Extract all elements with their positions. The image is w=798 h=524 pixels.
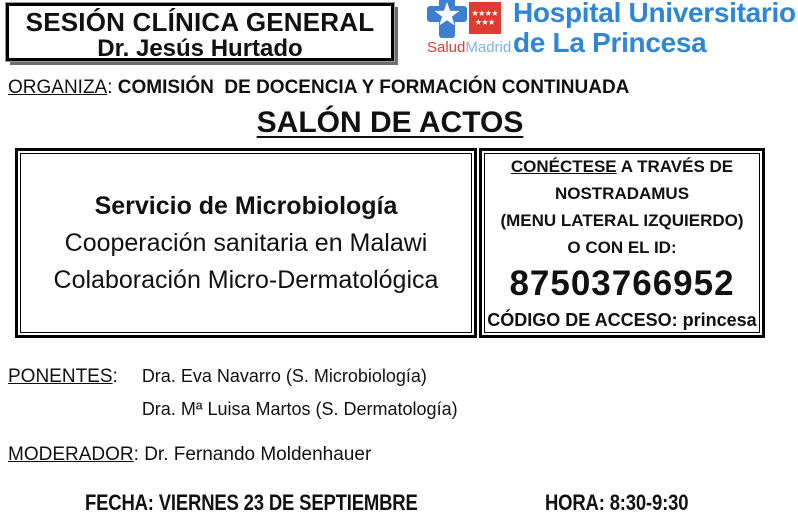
- service-line3: Colaboración Micro-Dermatológica: [53, 265, 439, 294]
- speakers-section: [8, 360, 458, 426]
- hospital-logo: [427, 0, 796, 58]
- moderator-name: Dr. Fernando Moldenhauer: [144, 444, 372, 465]
- madrid-flag-icon: [469, 2, 501, 34]
- access-code-label: CÓDIGO DE ACCESO:: [487, 309, 683, 330]
- hospital-name: [513, 0, 796, 58]
- session-title-box: [6, 3, 394, 61]
- saludmadrid-wordmark: [427, 39, 512, 57]
- saludmadrid-cross-icon: [427, 0, 467, 38]
- logo-icons: [427, 0, 505, 38]
- saludmadrid-logo: [427, 0, 512, 57]
- session-info-box: [15, 148, 765, 338]
- date-line: FECHA: VIERNES 23 DE SEPTIEMBRE: [85, 490, 418, 515]
- service-cell: [15, 148, 477, 338]
- service-title: Servicio de Microbiología: [94, 191, 398, 220]
- time-line: HORA: 8:30-9:30: [545, 490, 689, 515]
- organiza-label: ORGANIZA: [8, 77, 108, 98]
- speaker-item: Dra. Eva Navarro (S. Microbiología): [141, 366, 427, 386]
- session-speaker-name: Dr. Jesús Hurtado: [97, 35, 303, 62]
- connect-word: CONÉCTESE: [510, 156, 617, 176]
- speakers-label: PONENTES:: [8, 366, 118, 387]
- speakers-list: [142, 360, 458, 426]
- moderator-separator: :: [133, 444, 145, 465]
- access-code-value: princesa: [682, 309, 757, 330]
- organiza-line: [8, 77, 629, 99]
- session-id: 87503766952: [509, 263, 735, 303]
- organiza-value: COMISIÓN DE DOCENCIA Y FORMACIÓN CONTINUADA: [117, 77, 630, 98]
- moderator-label: MODERADOR: [8, 444, 134, 465]
- venue-heading: SALÓN DE ACTOS: [256, 106, 524, 139]
- hospital-name-line1: Hospital Universitario: [513, 0, 796, 28]
- id-intro-line: O CON EL ID:: [567, 237, 677, 257]
- nostradamus-line: NOSTRADAMUS: [554, 183, 690, 203]
- moderator-line: [8, 444, 371, 466]
- madrid-text: Madrid: [465, 39, 512, 56]
- access-code-line: [487, 307, 756, 334]
- menu-hint-line: (MENU LATERAL IZQUIERDO): [500, 210, 744, 230]
- session-title: SESIÓN CLÍNICA GENERAL: [25, 7, 375, 37]
- speaker-item: Dra. Mª Luisa Martos (S. Dermatología): [141, 399, 458, 419]
- connection-cell: [479, 148, 765, 338]
- connect-line: CONÉCTESE A TRAVÉS DE: [510, 156, 734, 176]
- service-line2: Cooperación sanitaria en Malawi: [64, 228, 428, 257]
- salud-text: Salud: [427, 39, 466, 56]
- hospital-name-line2: de La Princesa: [513, 27, 707, 58]
- organiza-separator: :: [107, 77, 118, 98]
